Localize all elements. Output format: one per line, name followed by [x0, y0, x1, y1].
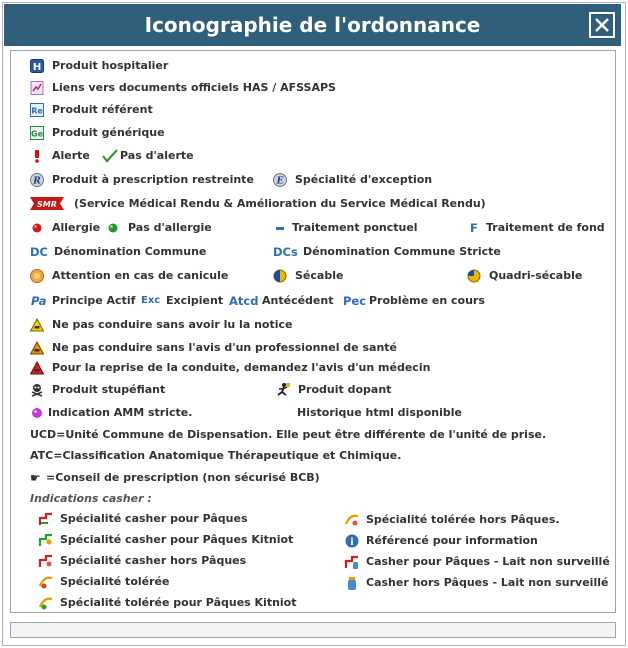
driving-level3-icon: [30, 361, 44, 375]
casher-toleree-kitniot-icon: [38, 595, 54, 611]
amm-icon: [30, 406, 44, 420]
casher-right-4: Casher hors Pâques - Lait non surveillé: [366, 576, 609, 589]
casher-heading: Indications casher :: [30, 492, 152, 505]
casher-reference-icon: [344, 533, 360, 549]
casher-paques-lait-icon: [344, 554, 360, 570]
svg-text:H: H: [32, 62, 42, 73]
casher-paques-icon: [38, 511, 54, 527]
label-amm-stricte: Indication AMM stricte.: [48, 406, 193, 419]
svg-text:Re: Re: [31, 106, 43, 116]
smr-badge-label: SMR: [37, 200, 57, 209]
exc-abbr: Exc: [141, 295, 161, 306]
label-conduire-notice: Ne pas conduire sans avoir lu la notice: [52, 318, 293, 331]
svg-text:R: R: [33, 176, 41, 187]
svg-text:Ge: Ge: [31, 129, 43, 139]
driving-level1-icon: [30, 318, 44, 332]
svg-text:i: i: [350, 537, 354, 548]
label-canicule: Attention en cas de canicule: [52, 269, 229, 282]
ponctuel-icon: [276, 227, 284, 230]
label-liens-documents: Liens vers documents officiels HAS / AFSSAPS: [52, 81, 336, 94]
casher-toleree-hors-paques-icon: [344, 512, 360, 528]
no-allergy-icon: [106, 221, 120, 235]
restricted-prescription-icon: [30, 173, 44, 187]
label-produit-referent: Produit référent: [52, 103, 153, 116]
driving-level2-icon: [30, 341, 44, 355]
pointing-hand-icon: ☛: [30, 471, 41, 485]
label-atcd: Antécédent: [262, 294, 334, 307]
dc-abbr: DC: [30, 245, 48, 259]
label-secable: Sécable: [295, 269, 344, 282]
label-pas-alerte: Pas d'alerte: [120, 149, 194, 162]
label-traitement-ponctuel: Traitement ponctuel: [292, 221, 418, 234]
casher-right-2: Référencé pour information: [366, 534, 538, 547]
label-dcs: Dénomination Commune Stricte: [303, 245, 501, 258]
casher-left-5: Spécialité tolérée pour Pâques Kitniot: [60, 596, 297, 609]
hospital-icon: [30, 59, 44, 73]
dcs-abbr: DCs: [273, 245, 298, 259]
fond-abbr: F: [470, 221, 478, 235]
secable-icon: [273, 269, 287, 283]
title-bar: [4, 4, 621, 46]
smr-badge-icon: [30, 197, 64, 210]
canicule-icon: [30, 269, 44, 283]
casher-left-1: Spécialité casher pour Pâques: [60, 512, 248, 525]
label-dc: Dénomination Commune: [54, 245, 207, 258]
alert-icon: [30, 149, 44, 163]
label-historique-html: Historique html disponible: [297, 406, 463, 419]
close-icon: [591, 14, 613, 36]
label-allergie: Allergie: [52, 221, 101, 234]
stupefiant-icon: [30, 383, 44, 397]
label-dopant: Produit dopant: [298, 383, 392, 396]
exception-icon: [273, 173, 287, 187]
label-traitement-fond: Traitement de fond: [486, 221, 605, 234]
label-produit-hospitalier: Produit hospitalier: [52, 59, 169, 72]
label-pec: Problème en cours: [369, 294, 485, 307]
atcd-abbr: Atcd: [229, 294, 259, 308]
casher-right-1: Spécialité tolérée hors Pâques.: [366, 513, 560, 526]
casher-hors-paques-lait-icon: [344, 575, 360, 591]
pa-abbr: Pa: [31, 294, 47, 308]
label-conduire-avis-pro: Ne pas conduire sans l'avis d'un professionnel de santé: [52, 341, 397, 354]
label-stupefiant: Produit stupéfiant: [52, 383, 166, 396]
close-button[interactable]: [589, 12, 615, 38]
allergy-icon: [30, 221, 44, 235]
dopant-icon: [275, 382, 291, 398]
label-pa: Principe Actif: [52, 294, 136, 307]
label-quadri-secable: Quadri-sécable: [489, 269, 583, 282]
quadri-secable-icon: [467, 269, 481, 283]
svg-text:E: E: [276, 176, 284, 187]
checkmark-icon: [102, 149, 118, 163]
label-conseil: =Conseil de prescription (non sécurisé BCB): [46, 471, 320, 484]
label-exc: Excipient: [166, 294, 224, 307]
casher-right-3: Casher pour Pâques - Lait non surveillé: [366, 555, 610, 568]
label-alerte: Alerte: [52, 149, 90, 162]
casher-left-3: Spécialité casher hors Pâques: [60, 554, 247, 567]
window-title: Iconographie de l'ordonnance: [144, 13, 481, 37]
label-reprise-conduite: Pour la reprise de la conduite, demandez l'avis d'un médecin: [52, 361, 431, 374]
ucd-definition: UCD=Unité Commune de Dispensation. Elle peut être différente de l'unité de prise.: [30, 428, 547, 441]
atc-definition: ATC=Classification Anatomique Thérapeutique et Chimique.: [30, 449, 402, 462]
casher-paques-kitniot-icon: [38, 532, 54, 548]
status-bar: [10, 622, 616, 638]
pec-abbr: Pec: [343, 294, 367, 308]
casher-hors-paques-icon: [38, 553, 54, 569]
label-specialite-exception: Spécialité d'exception: [295, 173, 433, 186]
casher-left-2: Spécialité casher pour Pâques Kitniot: [60, 533, 294, 546]
document-link-icon[interactable]: [30, 81, 44, 95]
casher-left-4: Spécialité tolérée: [60, 575, 170, 588]
label-prescription-restreinte: Produit à prescription restreinte: [52, 173, 254, 186]
referent-icon: [30, 103, 44, 117]
label-pas-allergie: Pas d'allergie: [128, 221, 212, 234]
label-smr: (Service Médical Rendu & Amélioration du Service Médical Rendu): [74, 197, 486, 210]
generique-icon: [30, 126, 44, 140]
casher-toleree-icon: [38, 574, 54, 590]
label-produit-generique: Produit générique: [52, 126, 165, 139]
